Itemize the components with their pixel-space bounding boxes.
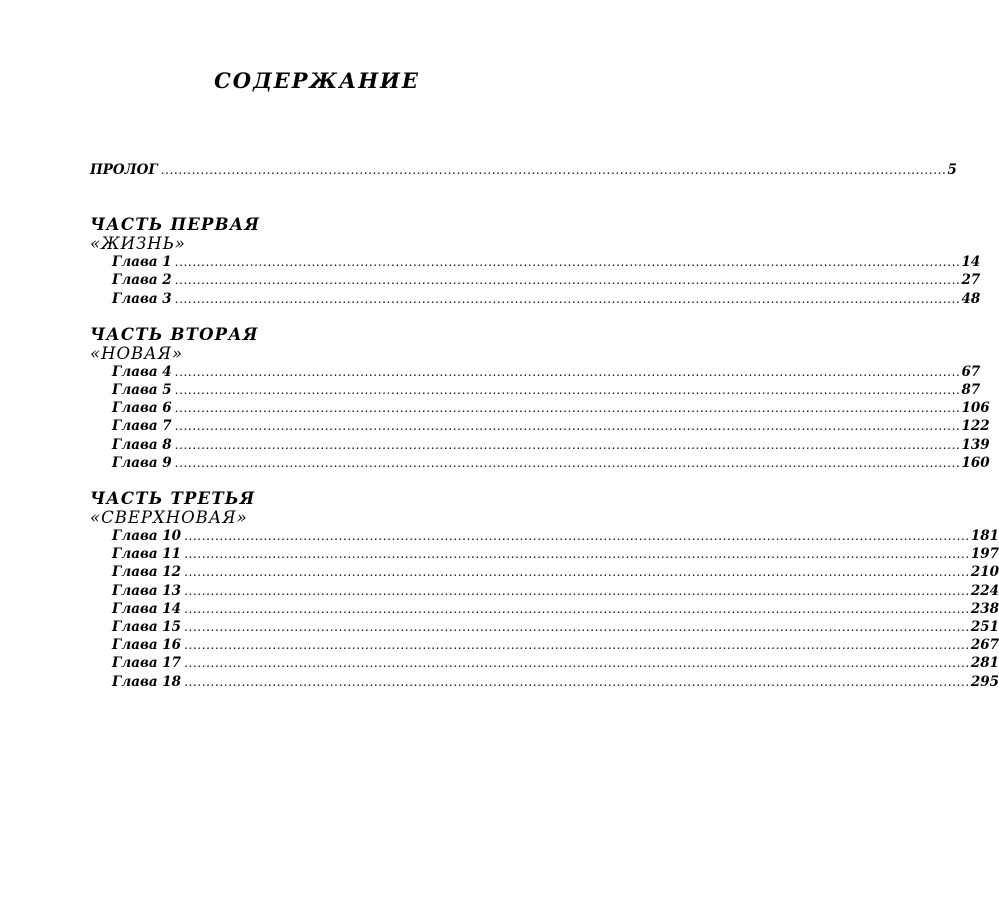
toc-entry-chapter[interactable] [90,436,990,454]
toc-entry-label: Глава 12 [112,564,182,581]
page-title: СОДЕРЖАНИЕ [214,68,420,93]
toc-entry-page: 210 [970,564,999,581]
toc-entry-page: 122 [961,418,990,435]
dot-leader: .................................................................................................................................................................................. [184,601,970,616]
toc-entry-page: 87 [961,382,981,399]
toc-entry-chapter[interactable] [90,654,999,672]
toc-entry-chapter[interactable] [90,600,999,618]
dot-leader: .................................................................................................................................................................................. [174,383,961,398]
table-of-contents [90,161,999,708]
part-2 [90,324,990,472]
toc-entry-chapter[interactable] [90,618,999,636]
toc-entry-page: 295 [970,673,999,690]
toc-entry-label: Глава 3 [112,290,172,307]
toc-entry-chapter[interactable] [90,673,999,691]
toc-entry-label: Глава 2 [112,272,172,289]
toc-entry-page: 251 [970,619,999,636]
toc-entry-label: Глава 6 [112,400,172,417]
dot-leader: .................................................................................................................................................................................. [184,529,970,544]
toc-entry-page: 5 [947,162,957,178]
toc-entry-label: Глава 15 [112,619,182,636]
toc-entry-chapter[interactable] [90,527,999,545]
toc-entry-page: 181 [970,528,999,545]
toc-entry-label: Глава 10 [112,528,182,545]
part-3 [90,489,999,691]
toc-entry-page: 281 [970,655,999,672]
toc-entry-prolog[interactable] [90,161,957,179]
part-1 [90,215,981,308]
part-subtitle: «НОВАЯ» [90,343,184,363]
toc-entry-page: 160 [961,454,990,471]
dot-leader: .................................................................................................................................................................................. [184,620,970,635]
dot-leader: .................................................................................................................................................................................. [184,638,970,653]
dot-leader: .................................................................................................................................................................................. [174,437,961,452]
toc-entry-label: Глава 5 [112,382,172,399]
toc-entry-chapter[interactable] [90,290,981,308]
toc-entry-label: Глава 11 [112,546,182,563]
part-title: ЧАСТЬ ВТОРАЯ [90,324,259,344]
toc-entry-label: Глава 1 [112,254,172,271]
toc-entry-chapter[interactable] [90,381,981,399]
toc-entry-label: Глава 4 [112,363,172,380]
part-subtitle: «СВЕРХНОВАЯ» [90,508,248,528]
dot-leader: .................................................................................................................................................................................. [160,163,947,177]
toc-entry-page: 106 [961,400,990,417]
toc-entry-chapter[interactable] [90,271,981,289]
toc-entry-page: 238 [970,600,999,617]
toc-entry-chapter[interactable] [90,363,981,381]
toc-entry-label: Глава 13 [112,582,182,599]
dot-leader: .................................................................................................................................................................................. [184,565,970,580]
dot-leader: .................................................................................................................................................................................. [174,255,961,270]
toc-entry-label: Глава 9 [112,454,172,471]
dot-leader: .................................................................................................................................................................................. [174,291,961,306]
toc-entry-label: Глава 16 [112,637,182,654]
dot-leader: .................................................................................................................................................................................. [184,547,970,562]
toc-entry-chapter[interactable] [90,563,999,581]
toc-entry-label: Глава 8 [112,436,172,453]
part-title: ЧАСТЬ ТРЕТЬЯ [90,489,256,509]
toc-entry-page: 67 [961,363,981,380]
toc-entry-chapter[interactable] [90,582,999,600]
toc-entry-chapter[interactable] [90,545,999,563]
toc-entry-label: Глава 18 [112,673,182,690]
dot-leader: .................................................................................................................................................................................. [174,364,961,379]
toc-entry-label: ПРОЛОГ [90,162,158,178]
toc-entry-page: 48 [961,290,981,307]
toc-entry-page: 27 [961,272,981,289]
dot-leader: .................................................................................................................................................................................. [174,419,961,434]
dot-leader: .................................................................................................................................................................................. [174,273,961,288]
toc-entry-page: 267 [970,637,999,654]
dot-leader: .................................................................................................................................................................................. [184,674,970,689]
dot-leader: .................................................................................................................................................................................. [184,583,970,598]
toc-entry-label: Глава 17 [112,655,182,672]
toc-entry-label: Глава 7 [112,418,172,435]
toc-entry-chapter[interactable] [90,454,990,472]
dot-leader: .................................................................................................................................................................................. [174,455,961,470]
toc-entry-page: 224 [970,582,999,599]
part-subtitle: «ЖИЗНЬ» [90,234,186,254]
toc-entry-chapter[interactable] [90,417,990,435]
toc-entry-page: 14 [961,254,981,271]
toc-entry-chapter[interactable] [90,636,999,654]
dot-leader: .................................................................................................................................................................................. [184,656,970,671]
toc-entry-chapter[interactable] [90,399,990,417]
toc-entry-page: 139 [961,436,990,453]
part-title: ЧАСТЬ ПЕРВАЯ [90,215,261,235]
toc-entry-label: Глава 14 [112,600,182,617]
toc-entry-chapter[interactable] [90,253,981,271]
dot-leader: .................................................................................................................................................................................. [174,401,961,416]
toc-entry-page: 197 [970,546,999,563]
